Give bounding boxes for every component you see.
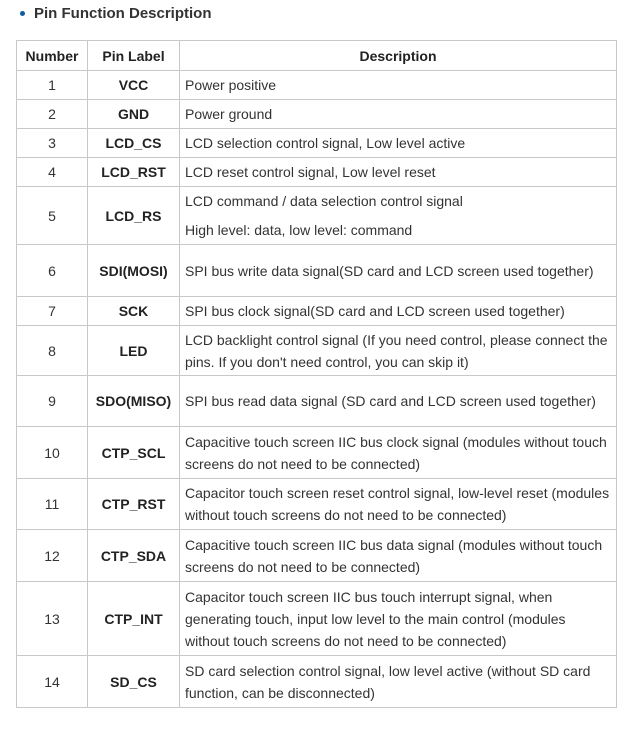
pin-number: 12 <box>17 530 88 582</box>
pin-label: CTP_RST <box>88 479 180 530</box>
pin-label: GND <box>88 100 180 129</box>
description-line: SPI bus read data signal (SD card and LCD screen used together) <box>185 393 596 409</box>
pin-description <box>180 187 617 245</box>
pin-number: 9 <box>17 376 88 427</box>
description-line: SD card selection control signal, low level active (without SD card function, can be disconnected) <box>185 662 591 701</box>
table-row <box>17 427 617 479</box>
header-number: Number <box>17 41 88 71</box>
table-header-row <box>17 41 617 71</box>
table-row <box>17 656 617 708</box>
pin-description <box>180 582 617 656</box>
table-row <box>17 71 617 100</box>
description-line: LCD reset control signal, Low level reset <box>185 164 436 180</box>
description-line: LCD selection control signal, Low level active <box>185 135 466 151</box>
pin-number: 2 <box>17 100 88 129</box>
table-row <box>17 376 617 427</box>
pin-description <box>180 376 617 427</box>
pin-number: 3 <box>17 129 88 158</box>
pin-description <box>180 100 617 129</box>
pin-description <box>180 71 617 100</box>
pin-description <box>180 326 617 376</box>
description-line: Capacitor touch screen IIC bus touch interrupt signal, when generating touch, input low level to the main control (modules without touch screens do not need to be connected) <box>185 588 566 649</box>
pin-label: LCD_RS <box>88 187 180 245</box>
pin-number: 10 <box>17 427 88 479</box>
pin-label: SDI(MOSI) <box>88 245 180 297</box>
pin-function-table <box>16 40 617 708</box>
pin-label: CTP_INT <box>88 582 180 656</box>
pin-number: 6 <box>17 245 88 297</box>
table-row <box>17 245 617 297</box>
pin-description <box>180 158 617 187</box>
table-row <box>17 297 617 326</box>
pin-label: LED <box>88 326 180 376</box>
table-row <box>17 582 617 656</box>
pin-description <box>180 297 617 326</box>
pin-number: 11 <box>17 479 88 530</box>
header-pin-label: Pin Label <box>88 41 180 71</box>
pin-description <box>180 427 617 479</box>
pin-number: 1 <box>17 71 88 100</box>
pin-description <box>180 656 617 708</box>
pin-number: 5 <box>17 187 88 245</box>
pin-label: SD_CS <box>88 656 180 708</box>
description-line: Power positive <box>185 77 277 93</box>
bullet-icon <box>20 11 25 16</box>
description-line: High level: data, low level: command <box>185 222 413 238</box>
table-row <box>17 158 617 187</box>
table-row <box>17 326 617 376</box>
pin-number: 7 <box>17 297 88 326</box>
pin-description <box>180 479 617 530</box>
description-line: LCD command / data selection control signal <box>185 193 463 209</box>
header-description: Description <box>180 41 617 71</box>
pin-label: CTP_SCL <box>88 427 180 479</box>
description-line: LCD backlight control signal (If you need control, please connect the pins. If you don't need control, you can skip it) <box>185 331 608 370</box>
pin-label: SDO(MISO) <box>88 376 180 427</box>
table-row <box>17 479 617 530</box>
pin-description <box>180 129 617 158</box>
pin-label: SCK <box>88 297 180 326</box>
pin-number: 14 <box>17 656 88 708</box>
description-line: Capacitive touch screen IIC bus data signal (modules without touch screens do not need to be connected) <box>185 536 603 575</box>
pin-number: 8 <box>17 326 88 376</box>
description-line: SPI bus write data signal(SD card and LCD screen used together) <box>185 262 594 279</box>
section-title: Pin Function Description <box>34 5 212 22</box>
pin-label: LCD_RST <box>88 158 180 187</box>
description-line: SPI bus clock signal(SD card and LCD screen used together) <box>185 303 565 319</box>
pin-description <box>180 530 617 582</box>
pin-number: 4 <box>17 158 88 187</box>
table-row <box>17 129 617 158</box>
pin-number: 13 <box>17 582 88 656</box>
description-line: Capacitive touch screen IIC bus clock signal (modules without touch screens do not need to be connected) <box>185 433 607 472</box>
description-line: Power ground <box>185 106 273 122</box>
pin-label: LCD_CS <box>88 129 180 158</box>
table-row <box>17 100 617 129</box>
section-heading <box>20 5 212 22</box>
pin-label: CTP_SDA <box>88 530 180 582</box>
description-line: Capacitor touch screen reset control signal, low-level reset (modules without touch screens do not need to be connected) <box>185 485 610 523</box>
pin-label: VCC <box>88 71 180 100</box>
pin-description <box>180 245 617 297</box>
table-row <box>17 187 617 245</box>
table-row <box>17 530 617 582</box>
